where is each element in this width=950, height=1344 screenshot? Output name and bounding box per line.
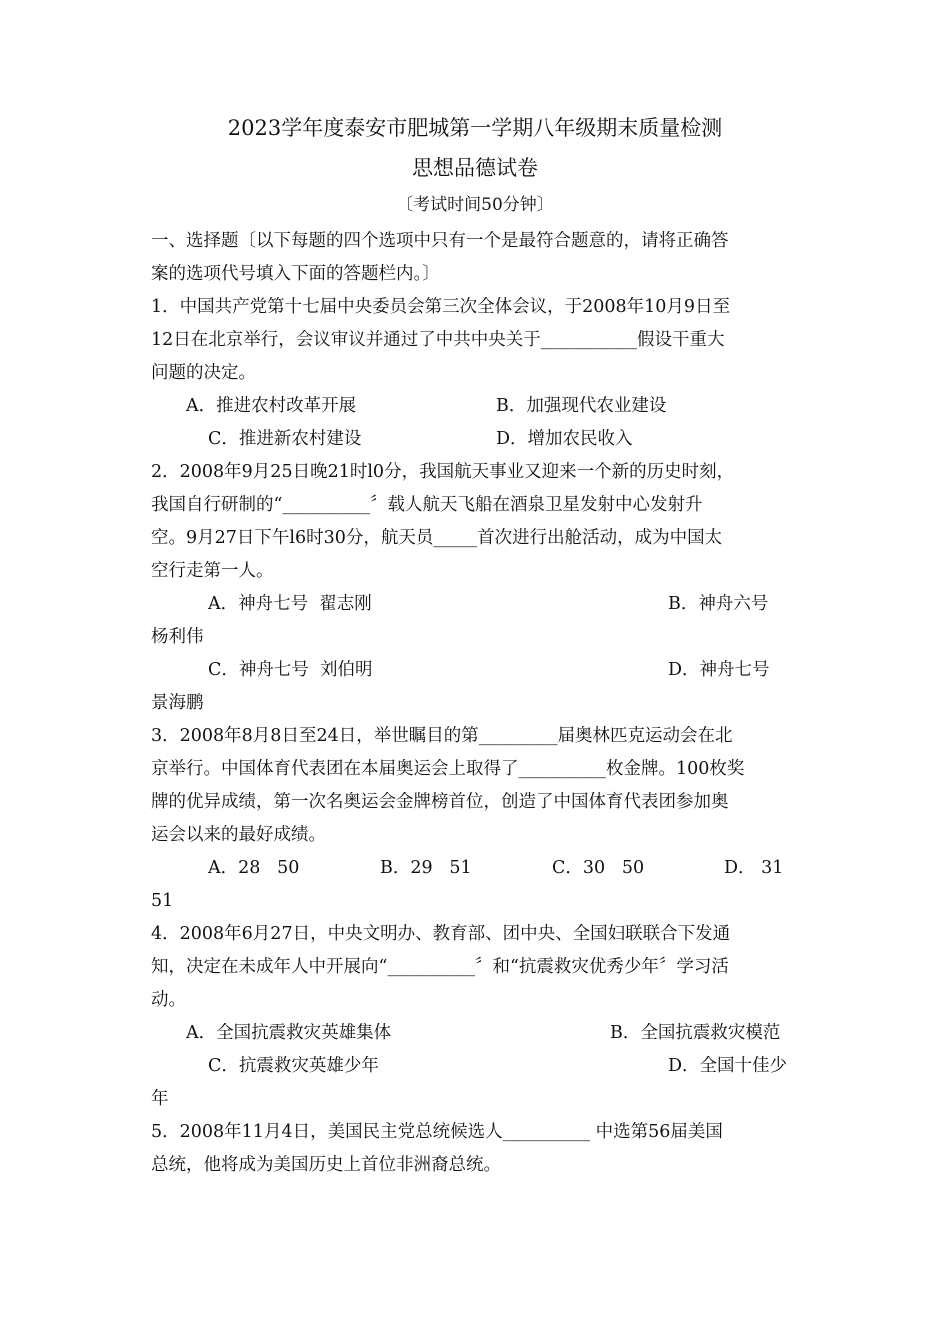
question-3-line-3: 牌的优异成绩，第一次名奥运会金牌榜首位，创造了中国体育代表团参加奥 [151,792,729,812]
question-4-option-a: A．全国抗震救灾英雄集体 [186,1023,392,1043]
question-2-option-b: B．神舟六号 [668,594,769,614]
question-4-option-d: D．全国十佳少 [668,1056,788,1076]
question-1-line-2: 12日在北京举行，会议审议并通过了中共中央关于___________假设干重大 [151,330,725,350]
question-1-line-1: 1．中国共产党第十七届中央委员会第三次全体会议，于2008年10月9日至 [151,297,731,317]
question-2-option-d: D．神舟七号 [668,660,770,680]
question-2-line-1: 2．2008年9月25日晚21时l0分，我国航天事业又迎来一个新的历史时刻， [151,462,735,482]
question-2-option-b-wrap: 杨利伟 [151,627,204,647]
question-3-option-b: B．29 51 [380,858,472,878]
question-3-option-d: D． 31 [724,858,784,878]
question-1-option-c: C．推进新农村建设 [208,429,362,449]
question-5-line-2: 总统，他将成为美国历史上首位非洲裔总统。 [151,1155,501,1175]
question-1-option-a: A．推进农村改革开展 [186,396,357,416]
question-3-line-1: 3．2008年8月8日至24日，举世瞩目的第_________届奥林匹克运动会在北 [151,726,733,746]
exam-subtitle: 思想品德试卷 [412,156,538,180]
question-4-line-3: 动。 [151,990,186,1010]
question-1-option-d: D．增加农民收入 [496,429,633,449]
question-4-option-d-wrap: 年 [151,1089,169,1109]
question-4-option-c: C．抗震救灾英雄少年 [208,1056,379,1076]
question-1-option-b: B．加强现代农业建设 [496,396,667,416]
question-3-option-c: C．30 50 [552,858,645,878]
question-2-option-c: C．神舟七号 刘伯明 [208,660,373,680]
question-2-line-2: 我国自行研制的“__________〞载人航天飞船在酒泉卫星发射中心发射升 [151,495,703,515]
question-4-option-b: B．全国抗震救灾模范 [610,1023,781,1043]
question-2-line-3: 空。9月27日下午l6时30分，航天员_____首次进行出舱活动，成为中国太 [151,528,723,548]
question-4-line-1: 4．2008年6月27日，中央文明办、教育部、团中央、全国妇联联合下发通 [151,924,731,944]
question-2-option-a: A．神舟七号 翟志刚 [208,594,372,614]
question-3-option-d-wrap: 51 [151,891,174,911]
section-instruction-line-2: 案的选项代号填入下面的答题栏内。〕 [151,264,440,284]
question-2-line-4: 空行走第一人。 [151,561,274,581]
question-3-option-a: A．28 50 [208,858,300,878]
question-1-line-3: 问题的决定。 [151,363,256,383]
question-4-line-2: 知，决定在未成年人中开展向“__________〞和“抗震救灾优秀少年〞学习活 [151,957,729,977]
exam-title: 2023学年度泰安市肥城第一学期八年级期末质量检测 [227,116,723,140]
exam-time-note: 〔考试时间50分钟〕 [396,195,554,215]
section-instruction-line-1: 一、选择题〔以下每题的四个选项中只有一个是最符合题意的，请将正确答 [151,231,729,251]
question-5-line-1: 5．2008年11月4日，美国民主党总统候选人__________ 中选第56届美国 [151,1122,723,1142]
question-3-line-4: 运会以来的最好成绩。 [151,825,326,845]
question-3-line-2: 京举行。中国体育代表团在本届奥运会上取得了__________枚金牌。100枚奖 [151,759,745,779]
question-2-option-d-wrap: 景海鹏 [151,693,204,713]
